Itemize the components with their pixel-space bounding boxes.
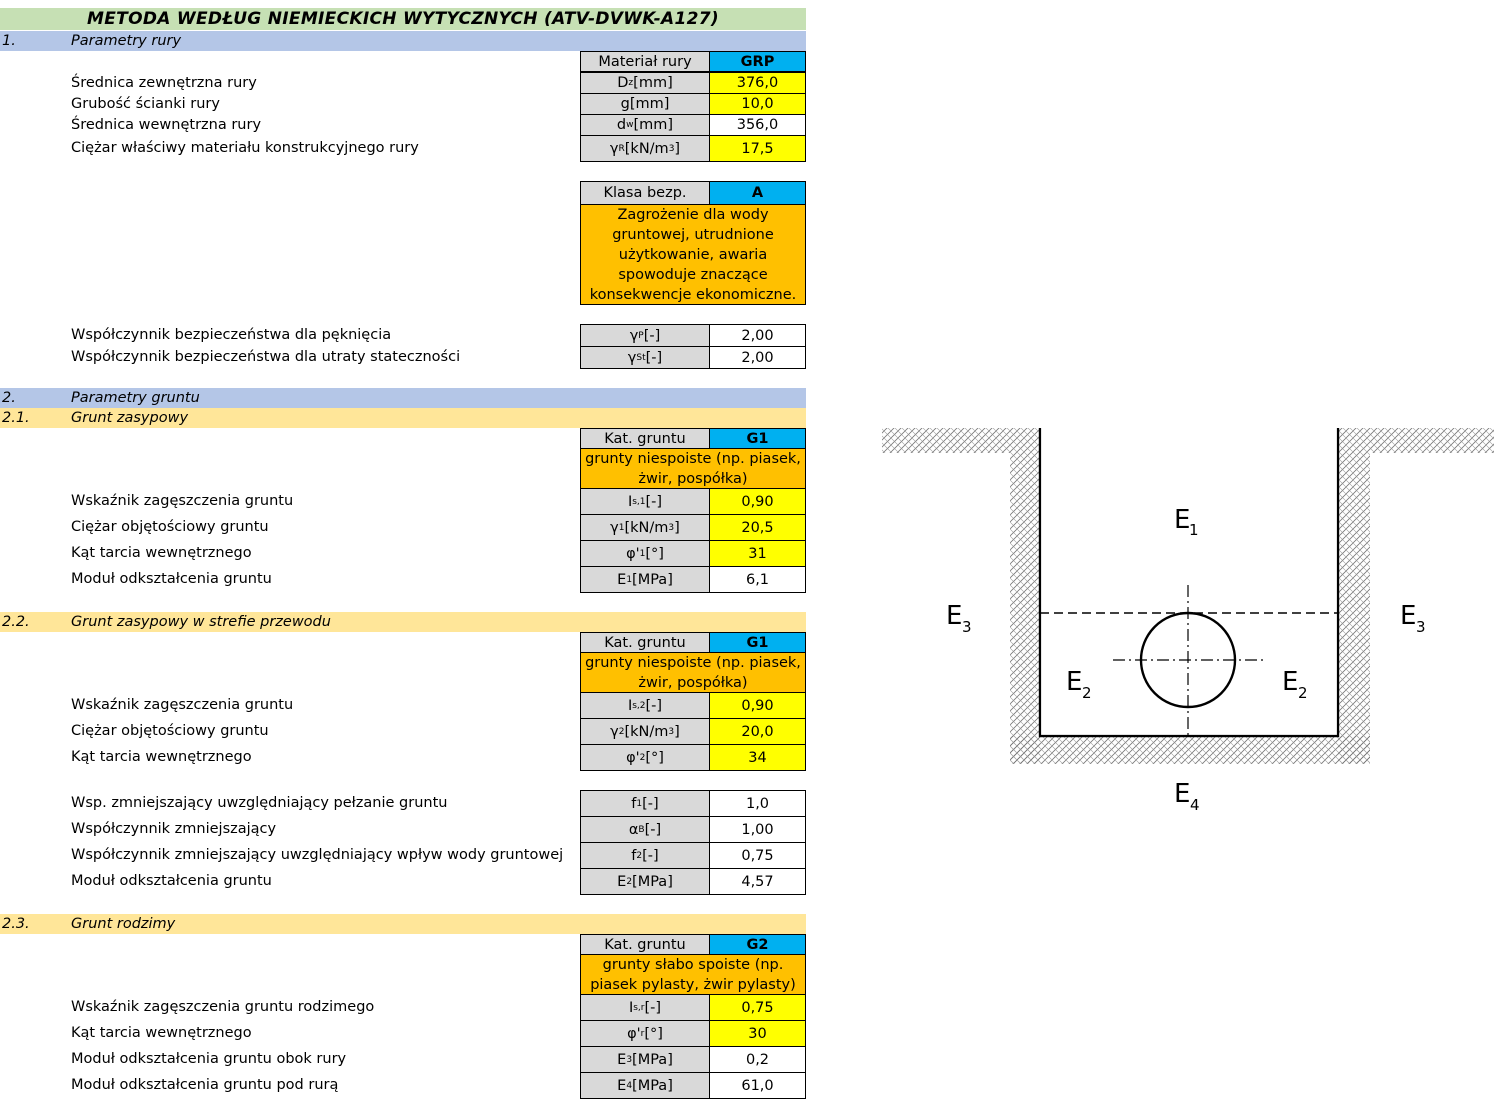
label-E3-right — [1400, 601, 1426, 636]
parameter-symbol: f 1 [-] — [580, 790, 710, 817]
parameter-symbol: γ R [kN/m 3 ] — [580, 135, 710, 162]
parameter-label: Kąt tarcia wewnętrznego — [71, 545, 252, 561]
parameter-value[interactable]: 376,0 — [709, 72, 806, 94]
parameter-label: Moduł odkształcenia gruntu obok rury — [71, 1051, 347, 1067]
parameter-symbol: f 2 [-] — [580, 842, 710, 869]
svg-text:2: 2 — [1082, 684, 1092, 702]
label-E4 — [1174, 779, 1200, 814]
parameter-value: 0,2 — [709, 1046, 806, 1073]
parameter-value[interactable]: 10,0 — [709, 93, 806, 115]
parameter-symbol: γ P [-] — [580, 324, 710, 347]
parameter-symbol: I s,r [-] — [580, 994, 710, 1021]
class-description: Zagrożenie dla wody gruntowej, utrudnione użytkowanie, awaria spowoduje znaczące konsekwencje ekonomiczne. — [580, 204, 806, 305]
parameter-label: Ciężar objętościowy gruntu — [71, 723, 269, 739]
soil-category-description: grunty słabo spoiste (np. piasek pylasty, żwir pylasty) — [580, 954, 806, 995]
parameter-symbol: g [mm] — [580, 93, 710, 115]
parameter-label: Wsp. zmniejszający uwzględniający pełzanie gruntu — [71, 795, 448, 811]
soil-category-label: Kat. gruntu — [580, 428, 710, 449]
parameter-label: Moduł odkształcenia gruntu — [71, 571, 272, 587]
soil-category-label: Kat. gruntu — [580, 632, 710, 653]
parameter-value: 4,57 — [709, 868, 806, 895]
svg-text:1: 1 — [1189, 521, 1199, 539]
parameter-label: Współczynnik zmniejszający — [71, 821, 277, 837]
label-E3-left — [946, 601, 972, 636]
sheet-title: METODA WEDŁUG NIEMIECKICH WYTYCZNYCH (ATV-DVWK-A127) — [0, 8, 806, 30]
section-title: Parametry rury — [71, 33, 182, 49]
parameter-symbol: φ' 2 [°] — [580, 744, 710, 771]
soil-category-description: grunty niespoiste (np. piasek, żwir, pospółka) — [580, 652, 806, 693]
parameter-label: Średnica zewnętrzna rury — [71, 74, 257, 91]
parameter-symbol: I s,1 [-] — [580, 488, 710, 515]
svg-text:E: E — [1066, 667, 1083, 697]
parameter-value[interactable]: 0,75 — [709, 994, 806, 1021]
parameter-label: Wskaźnik zagęszczenia gruntu — [71, 493, 294, 509]
parameter-value: 6,1 — [709, 566, 806, 593]
parameter-symbol: E 2 [MPa] — [580, 868, 710, 895]
soil-category-label: Kat. gruntu — [580, 934, 710, 955]
parameter-value[interactable]: 30 — [709, 1020, 806, 1047]
parameter-symbol: d w [mm] — [580, 114, 710, 136]
parameter-label: Współczynnik bezpieczeństwa dla utraty stateczności — [71, 349, 461, 365]
section-number: 2.1. — [2, 410, 30, 426]
svg-text:2: 2 — [1298, 684, 1308, 702]
parameter-value[interactable]: 0,90 — [709, 488, 806, 515]
parameter-value: 2,00 — [709, 324, 806, 347]
parameter-value[interactable]: 0,90 — [709, 692, 806, 719]
parameter-value: 2,00 — [709, 346, 806, 369]
parameter-symbol: φ' 1 [°] — [580, 540, 710, 567]
section-title: Grunt rodzimy — [71, 916, 176, 932]
parameter-symbol: γ St [-] — [580, 346, 710, 369]
parameter-value: 1,0 — [709, 790, 806, 817]
parameter-label: Kąt tarcia wewnętrznego — [71, 1025, 252, 1041]
svg-text:E: E — [1174, 505, 1191, 535]
svg-text:3: 3 — [962, 618, 972, 636]
parameter-label: Moduł odkształcenia gruntu pod rurą — [71, 1077, 339, 1093]
soil-category-value[interactable]: G1 — [709, 428, 806, 449]
parameter-value[interactable]: 20,5 — [709, 514, 806, 541]
parameter-label: Moduł odkształcenia gruntu — [71, 873, 272, 889]
class-label: Klasa bezp. — [580, 181, 710, 205]
section-2-header — [0, 388, 806, 408]
soil-category-value[interactable]: G1 — [709, 632, 806, 653]
svg-text:3: 3 — [1416, 618, 1426, 636]
soil-category-description: grunty niespoiste (np. piasek, żwir, pospółka) — [580, 448, 806, 489]
parameter-label: Współczynnik bezpieczeństwa dla pęknięcia — [71, 327, 392, 343]
section-1-header — [0, 31, 806, 51]
parameter-value[interactable]: 31 — [709, 540, 806, 567]
parameter-value[interactable]: 17,5 — [709, 135, 806, 162]
parameter-symbol: E 4 [MPa] — [580, 1072, 710, 1099]
svg-text:E: E — [946, 601, 963, 631]
parameter-label: Ciężar objętościowy gruntu — [71, 519, 269, 535]
parameter-label: Średnica wewnętrzna rury — [71, 116, 262, 133]
parameter-symbol: γ 1 [kN/m 3 ] — [580, 514, 710, 541]
section-2-1-header — [0, 408, 806, 428]
parameter-symbol: γ 2 [kN/m 3 ] — [580, 718, 710, 745]
parameter-symbol: E 1 [MPa] — [580, 566, 710, 593]
parameter-value[interactable]: 34 — [709, 744, 806, 771]
parameter-label: Kąt tarcia wewnętrznego — [71, 749, 252, 765]
parameter-symbol: E 3 [MPa] — [580, 1046, 710, 1073]
parameter-value: 0,75 — [709, 842, 806, 869]
parameter-label: Grubość ścianki rury — [71, 95, 220, 112]
parameter-value: 61,0 — [709, 1072, 806, 1099]
parameter-symbol: α B [-] — [580, 816, 710, 843]
svg-text:E: E — [1174, 779, 1191, 809]
svg-text:E: E — [1400, 601, 1417, 631]
parameter-label: Wskaźnik zagęszczenia gruntu — [71, 697, 294, 713]
parameter-value: 356,0 — [709, 114, 806, 136]
section-2-2-header — [0, 612, 806, 632]
section-number: 2. — [2, 390, 16, 406]
section-title: Grunt zasypowy w strefie przewodu — [71, 614, 331, 630]
parameter-label: Wskaźnik zagęszczenia gruntu rodzimego — [71, 999, 375, 1015]
section-2-3-header — [0, 914, 806, 934]
parameter-label: Współczynnik zmniejszający uwzględniający wpływ wody gruntowej — [71, 847, 564, 863]
section-number: 2.2. — [2, 614, 30, 630]
section-number: 2.3. — [2, 916, 30, 932]
svg-text:4: 4 — [1190, 796, 1200, 814]
parameter-symbol: φ' r [°] — [580, 1020, 710, 1047]
soil-category-value[interactable]: G2 — [709, 934, 806, 955]
section-title: Grunt zasypowy — [71, 410, 189, 426]
trench-diagram — [870, 410, 1500, 820]
section-title: Parametry gruntu — [71, 390, 200, 406]
svg-text:E: E — [1282, 667, 1299, 697]
parameter-symbol: I s,2 [-] — [580, 692, 710, 719]
parameter-symbol: D z [mm] — [580, 72, 710, 94]
parameter-value[interactable]: 20,0 — [709, 718, 806, 745]
material-value[interactable]: GRP — [709, 51, 806, 72]
class-value[interactable]: A — [709, 181, 806, 205]
parameter-value: 1,00 — [709, 816, 806, 843]
material-label: Materiał rury — [580, 51, 710, 72]
parameter-label: Ciężar właściwy materiału konstrukcyjnego rury — [71, 140, 419, 156]
section-number: 1. — [2, 33, 16, 49]
